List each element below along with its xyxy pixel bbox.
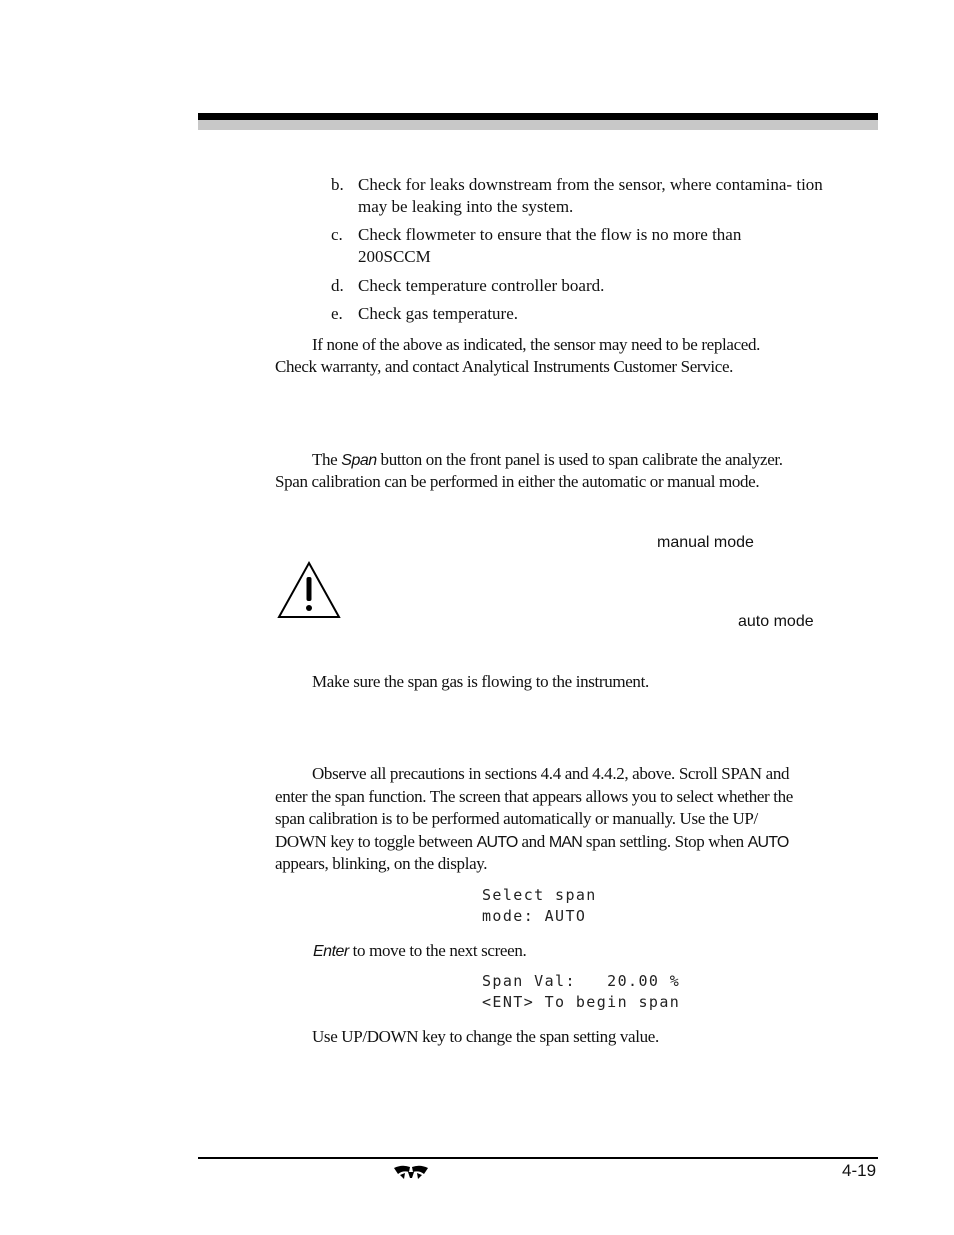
auto-keyword: AUTO <box>476 834 518 851</box>
paragraph-text: DOWN key to toggle between <box>275 832 477 851</box>
paragraph-text: span settling. Stop when <box>582 832 748 851</box>
paragraph-text: and <box>517 832 549 851</box>
list-item-letter: b. <box>331 175 344 194</box>
list-item-letter: d. <box>331 276 344 295</box>
paragraph-text: button on the front panel is used to span calibrate the analyzer. <box>376 450 783 469</box>
display-line: <ENT> To begin span <box>482 993 681 1011</box>
display-line: mode: AUTO <box>482 907 587 925</box>
paragraph-text: to move to the next screen. <box>348 941 527 960</box>
list-item-letter: e. <box>331 304 343 323</box>
warning-manual-mode-label: manual mode <box>657 534 754 551</box>
paragraph-line: Observe all precautions in sections 4.4 and 4.4.2, above. Scroll SPAN and <box>312 764 790 783</box>
paragraph-line: span calibration is to be performed automatically or manually. Use the UP/ <box>275 809 758 828</box>
warning-auto-mode-label: auto mode <box>738 613 814 630</box>
paragraph-line: If none of the above as indicated, the sensor may need to be replaced. <box>312 335 761 354</box>
auto-keyword: AUTO <box>747 834 789 851</box>
span-gas-paragraph: Make sure the span gas is flowing to the instrument. <box>312 672 649 691</box>
span-key-label: Span <box>341 452 377 469</box>
warning-triangle-icon <box>276 560 342 620</box>
paragraph-line: enter the span function. The screen that appears allows you to select whether the <box>275 787 793 806</box>
page-number: 4-19 <box>842 1161 877 1180</box>
enter-paragraph <box>313 940 526 964</box>
list-item-letter: c. <box>331 225 343 244</box>
man-keyword: MAN <box>548 834 582 851</box>
paragraph-line: appears, blinking, on the display. <box>275 854 488 873</box>
updown-paragraph: Use UP/DOWN key to change the span setting value. <box>312 1027 659 1046</box>
header-rule-black <box>198 113 878 120</box>
display-line: Span Val: 20.00 % <box>482 972 681 990</box>
display-line: Select span <box>482 886 597 904</box>
teledyne-logo-icon <box>392 1162 430 1182</box>
list-item-text: Check gas temperature. <box>358 304 519 323</box>
list-item-text: Check for leaks downstream from the sensor, where contamina- tion may be leaking into the system. <box>358 175 823 216</box>
footer-rule <box>198 1157 878 1159</box>
paragraph-text: The <box>312 450 342 469</box>
paragraph-line <box>275 831 789 855</box>
enter-key-label: Enter <box>313 943 349 960</box>
header-rule-gray <box>198 120 878 130</box>
list-item-text: Check flowmeter to ensure that the flow is no more than 200SCCM <box>358 225 742 266</box>
paragraph-line <box>312 449 783 473</box>
list-item-text: Check temperature controller board. <box>358 276 605 295</box>
paragraph-line: Span calibration can be performed in either the automatic or manual mode. <box>275 472 760 491</box>
paragraph-line: Check warranty, and contact Analytical Instruments Customer Service. <box>275 357 734 376</box>
